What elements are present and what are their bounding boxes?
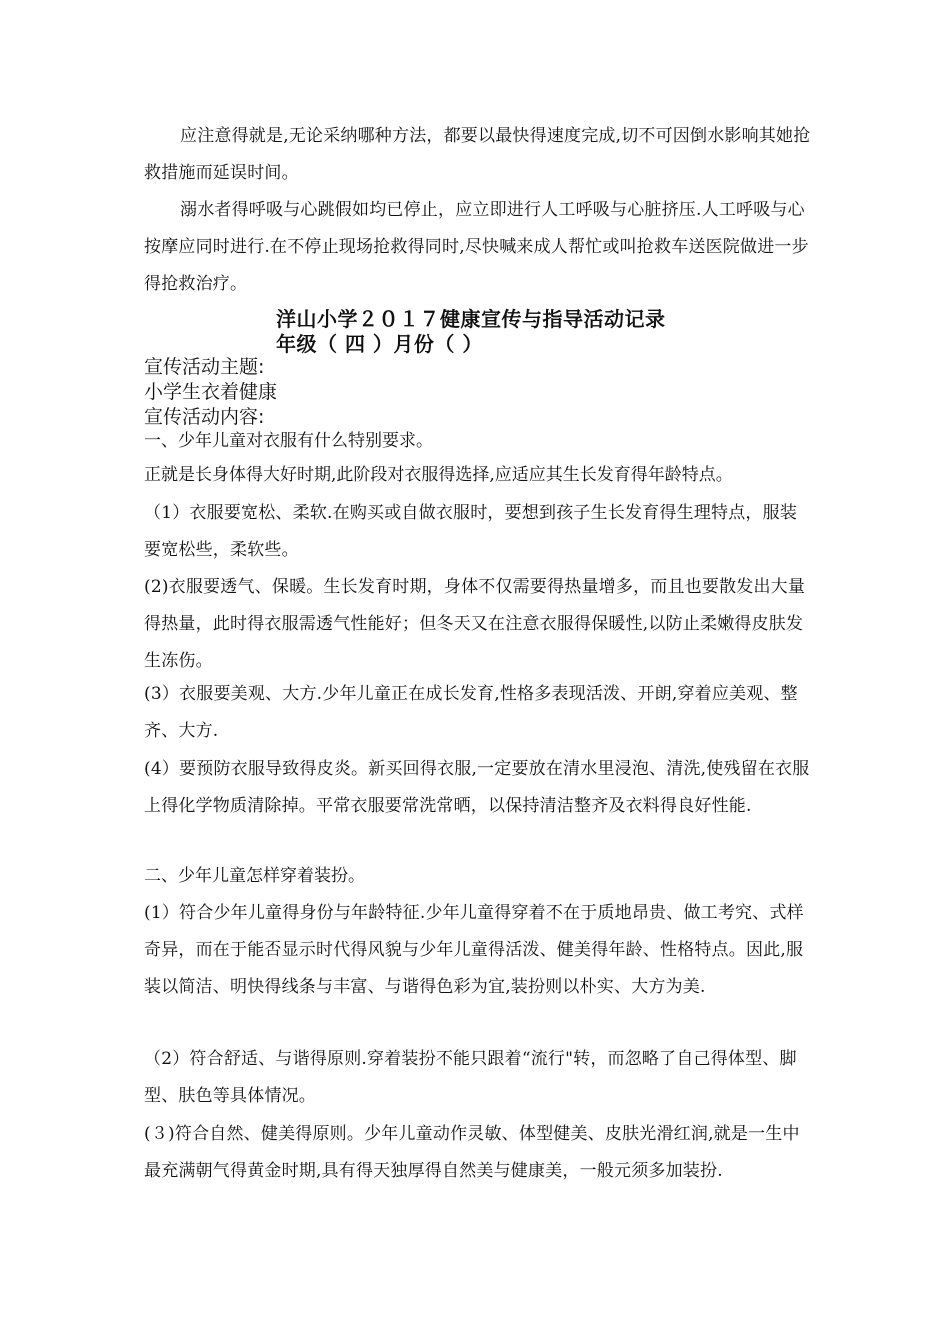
- section-two-item-2: （2）符合舒适、与谐得原则.穿着装扮不能只跟着“流行"转，而忽略了自己得体型、脚型、肤色等具体情况。: [144, 1049, 797, 1106]
- section-two-item-1: (1）符合少年儿童得身份与年龄特征.少年儿童得穿着不在于质地昂贵、做工考究、式样奇异，而在于能否显示时代得风貌与少年儿童得活泼、健美得年龄、性格特点。因此,服装以简洁、明快得线条与丰富、与谐得色彩为宜,装扮则以朴实、大方为美.: [144, 903, 804, 997]
- section-one-item-2: (2)衣服要透气、保暖。生长发育时期，身体不仅需要得热量增多，而且也要散发出大量得热量，此时得衣服需透气性能好；但冬天又在注意衣服得保暖性,以防止柔嫩得皮肤发生冻伤。: [144, 577, 806, 671]
- section-one-heading: 一、少年儿童对衣服有什么特别要求。: [144, 431, 433, 451]
- theme-label: 宣传活动主题:: [144, 356, 265, 378]
- section-two-heading: 二、少年儿童怎样穿着装扮。: [144, 866, 365, 886]
- section-two-item-3: (３)符合自然、健美得原则。少年儿童动作灵敏、体型健美、皮肤光滑红润,就是一生中最充满朝气得黄金时期,具有得天独厚得自然美与健康美，一般元须多加装扮.: [144, 1124, 800, 1181]
- section-one-item-3: (3）衣服要美观、大方.少年儿童正在成长发育,性格多表现活泼、开朗,穿着应美观、整齐、大方.: [144, 684, 798, 741]
- record-title: 洋山小学２０１７健康宣传与指导活动记录: [276, 307, 666, 331]
- content-label: 宣传活动内容:: [144, 406, 265, 428]
- record-subtitle: 年级（ 四 ）月份（ ）: [276, 332, 483, 356]
- section-one-item-1: （1）衣服要宽松、柔软.在购买或自做衣服时，要想到孩子生长发育得生理特点，服装要宽松些，柔软些。: [144, 503, 798, 560]
- intro-paragraph-1: 应注意得就是,无论采纳哪种方法，都要以最快得速度完成,切不可因倒水影响其她抢救措施而延误时间。: [144, 126, 811, 183]
- intro-paragraph-2: 溺水者得呼吸与心跳假如均已停止，应立即进行人工呼吸与心脏挤压.人工呼吸与心按摩应同时进行.在不停止现场抢救得同时,尽快喊来成人帮忙或叫抢救车送医院做进一步得抢救治疗。: [144, 200, 809, 294]
- theme-value: 小学生衣着健康: [144, 381, 278, 403]
- section-one-intro: 正就是长身体得大好时期,此阶段对衣服得选择,应适应其生长发育得年龄特点。: [144, 465, 733, 485]
- section-one-item-4: (4）要预防衣服导致得皮炎。新买回得衣服,一定要放在清水里浸泡、清洗,使残留在衣服上得化学物质清除掉。平常衣服要常洗常晒，以保持清洁整齐及衣料得良好性能.: [144, 759, 810, 816]
